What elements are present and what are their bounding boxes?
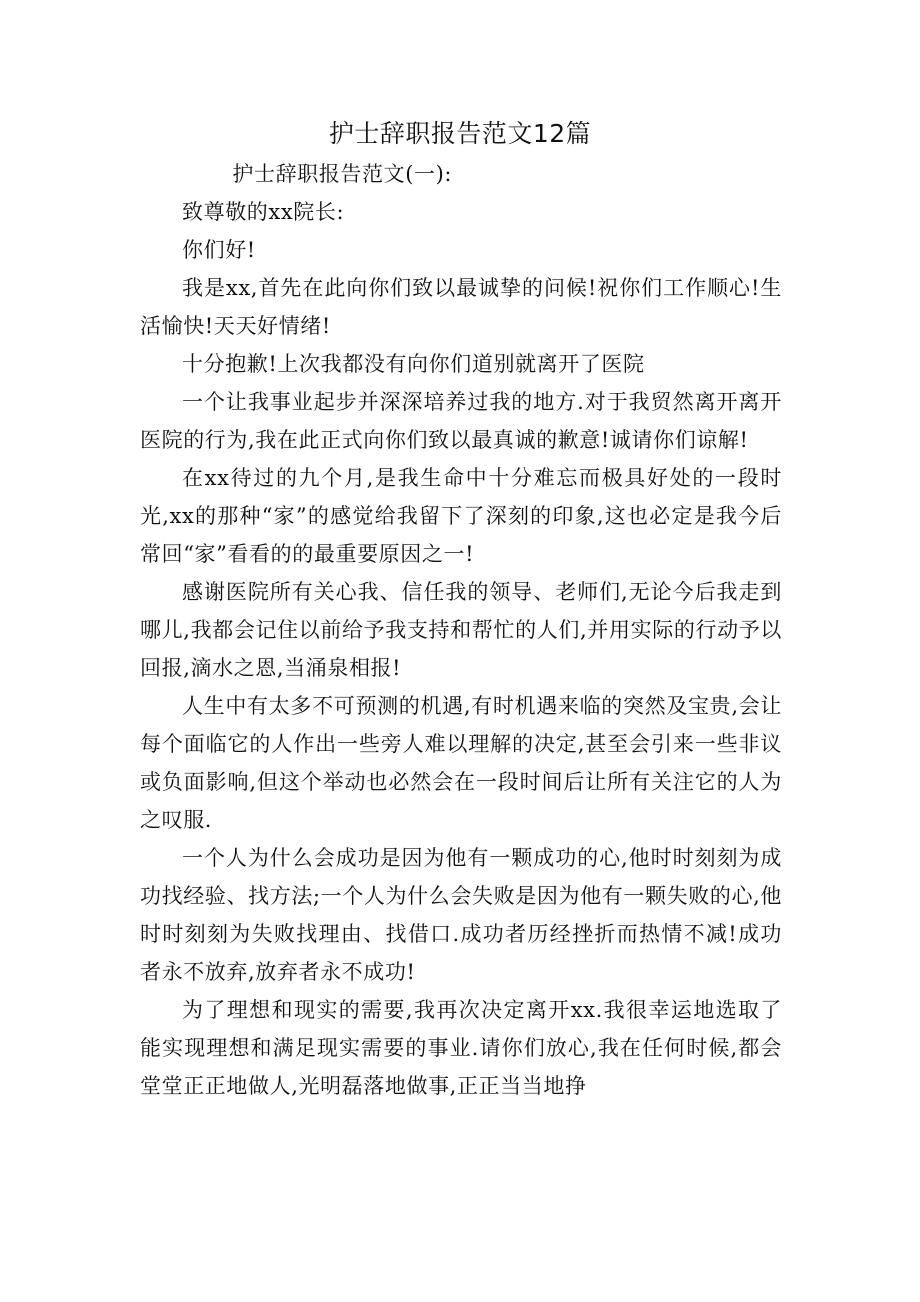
paragraph: 人生中有太多不可预测的机遇,有时机遇来临的突然及宝贵,会让每个面临它的人作出一些旁人难以理解的决定,甚至会引来一些非议或负面影响,但这个举动也必然会在一段时间后让所有关注它的人为之叹服. <box>140 694 782 832</box>
greeting: 你们好! <box>182 238 256 262</box>
paragraph: 为了理想和现实的需要,我再次决定离开xx.我很幸运地选取了能实现理想和满足现实需要的事业.请你们放心,我在任何时候,都会堂堂正正地做人,光明磊落地做事,正正当当地挣 <box>140 998 782 1098</box>
paragraph: 一个让我事业起步并深深培养过我的地方.对于我贸然离开离开医院的行为,我在此正式向你们致以最真诚的歉意!诚请你们谅解! <box>140 390 782 452</box>
paragraph: 我是xx,首先在此向你们致以最诚挚的问候!祝你们工作顺心!生活愉快!天天好情绪! <box>140 276 782 338</box>
paragraph: 十分抱歉!上次我都没有向你们道别就离开了医院 <box>182 352 645 376</box>
paragraph: 在xx待过的九个月,是我生命中十分难忘而极具好处的一段时光,xx的那种“家”的感觉给我留下了深刻的印象,这也必定是我今后常回“家”看看的的最重要原因之一! <box>140 466 782 566</box>
section-heading: 护士辞职报告范文(一): <box>232 162 453 186</box>
document-title: 护士辞职报告范文12篇 <box>328 119 592 148</box>
salutation: 致尊敬的xx院长: <box>182 200 345 224</box>
paragraph: 感谢医院所有关心我、信任我的领导、老师们,无论今后我走到哪儿,我都会记住以前给予我支持和帮忙的人们,并用实际的行动予以回报,滴水之恩,当涌泉相报! <box>140 580 782 680</box>
document-body <box>140 155 782 1105</box>
paragraph: 一个人为什么会成功是因为他有一颗成功的心,他时时刻刻为成功找经验、找方法;一个人为什么会失败是因为他有一颗失败的心,他时时刻刻为失败找理由、找借口.成功者历经挫折而热情不减!成功者永不放弃,放弃者永不成功! <box>140 846 782 984</box>
